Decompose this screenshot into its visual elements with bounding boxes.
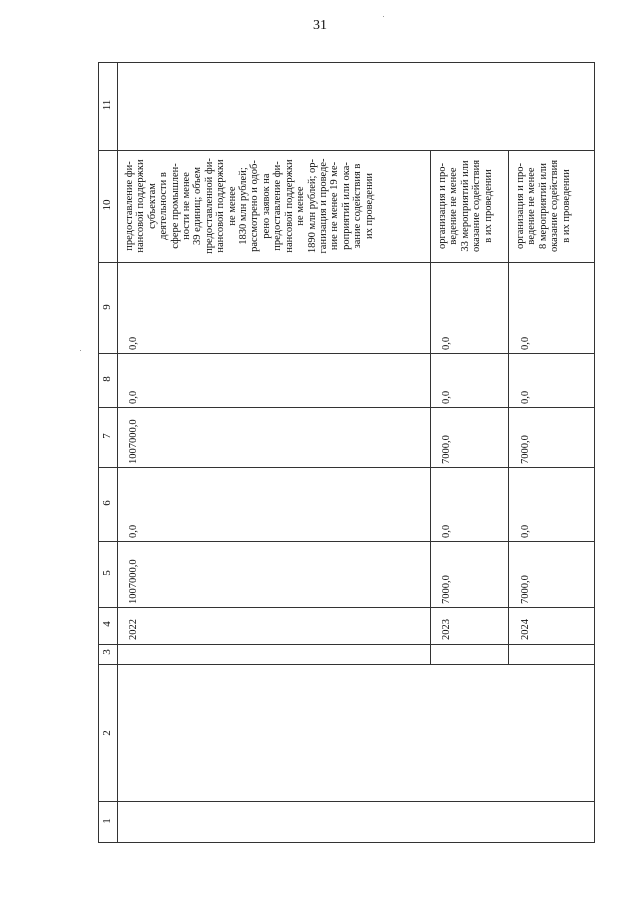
text-line: в их проведении (560, 169, 572, 243)
row-2024-col5: 7000,0 (520, 575, 531, 604)
header-col-9: 9 (101, 304, 113, 310)
text-line: ние не менее 19 ме- (329, 161, 341, 251)
col-boundary-8-7 (98, 407, 594, 408)
row-2023-col6: 0,0 (441, 524, 452, 538)
row-2023-col7: 7000,0 (441, 435, 452, 464)
row-2024-col8: 0,0 (520, 390, 531, 404)
text-line: рено заявок на (260, 173, 272, 239)
header-col-3: 3 (101, 649, 113, 655)
row-2024-col9: 0,0 (520, 336, 531, 350)
text-line: ведение не менее (526, 167, 538, 245)
col-boundary-10-9 (98, 262, 594, 263)
header-col-6: 6 (101, 500, 113, 506)
text-line: ности не менее (181, 172, 193, 240)
row-2022-col9: 0,0 (128, 336, 139, 350)
row-2022-col7: 1007000,0 (128, 419, 139, 464)
row-separator-2022-2023 (430, 150, 431, 664)
col-boundary-6-5 (98, 541, 594, 542)
text-line: не менее (295, 186, 307, 226)
header-col-7: 7 (101, 433, 113, 439)
col-boundary-9-8 (98, 353, 594, 354)
header-col-4: 4 (101, 621, 113, 627)
col-boundary-11-10 (98, 150, 594, 151)
page-number: 31 (313, 18, 327, 33)
header-col-10: 10 (101, 199, 113, 211)
row-2023-col5: 7000,0 (441, 575, 452, 604)
text-line: организация и про- (437, 162, 448, 250)
text-line: 39 единиц; объем (192, 166, 204, 246)
header-col-2: 2 (101, 730, 113, 736)
row-separator-2023-2024 (508, 150, 509, 664)
header-col-5: 5 (101, 570, 113, 576)
text-line: не менее (226, 186, 238, 226)
row-2022-col10 (124, 152, 375, 260)
text-line: сфере промышлен- (169, 163, 181, 249)
col-boundary-7-6 (98, 467, 594, 468)
row-2023-year: 2023 (441, 619, 452, 640)
table-border-left (98, 62, 99, 843)
row-2022-col6: 0,0 (128, 524, 139, 538)
table-border-bottom (98, 842, 594, 843)
header-col-11: 11 (101, 99, 113, 111)
col-boundary-3-2 (98, 664, 594, 665)
col-boundary-5-4 (98, 607, 594, 608)
text-line: предоставленной фи- (203, 158, 215, 254)
scan-speck (80, 350, 81, 351)
row-2024-col6: 0,0 (520, 524, 531, 538)
text-line: нансовой поддержки (135, 159, 147, 253)
text-line: 33 мероприятий или (459, 160, 471, 252)
row-2023-col9: 0,0 (441, 336, 452, 350)
header-col-8: 8 (101, 376, 113, 382)
text-line: зание содействия в (352, 163, 364, 249)
text-line: 8 мероприятий или (537, 163, 549, 249)
text-line: субъектам (146, 183, 158, 229)
header-col-1: 1 (101, 818, 113, 824)
row-2023-col8: 0,0 (441, 390, 452, 404)
row-2022-col5: 1007000,0 (128, 559, 139, 604)
text-line: предоставление фи- (124, 161, 135, 251)
text-line: ведение не менее (448, 167, 460, 245)
row-2024-col7: 7000,0 (520, 435, 531, 464)
text-line: организация и про- (515, 162, 526, 250)
text-line: нансовой поддержки (215, 159, 227, 253)
row-2024-col10 (515, 152, 572, 260)
text-line: оказание содействия (471, 159, 483, 253)
row-2022-col8: 0,0 (128, 390, 139, 404)
text-line: в их проведении (482, 169, 494, 243)
text-line: 1890 млн рублей; ор- (306, 158, 318, 254)
col-boundary-2-1 (98, 801, 594, 802)
text-line: деятельности в (158, 172, 170, 240)
text-line: оказание содействия (549, 159, 561, 253)
text-line: ганизация и проведе- (317, 158, 329, 254)
header-separator (117, 62, 118, 843)
text-line: роприятий или ока- (340, 162, 352, 250)
row-2022-year: 2022 (128, 619, 139, 640)
text-line: нансовой поддержки (283, 159, 295, 253)
row-2024-year: 2024 (520, 619, 531, 640)
row-2023-col10 (437, 152, 494, 260)
table-border-top (98, 62, 594, 63)
table-border-right (594, 62, 595, 843)
text-line: рассмотрено и одоб- (249, 160, 261, 252)
scan-speck (383, 16, 384, 17)
text-line: предоставление фи- (272, 161, 284, 251)
col-boundary-4-3 (98, 644, 594, 645)
text-line: 1830 млн рублей; (238, 167, 250, 245)
text-line: их проведении (363, 173, 375, 239)
